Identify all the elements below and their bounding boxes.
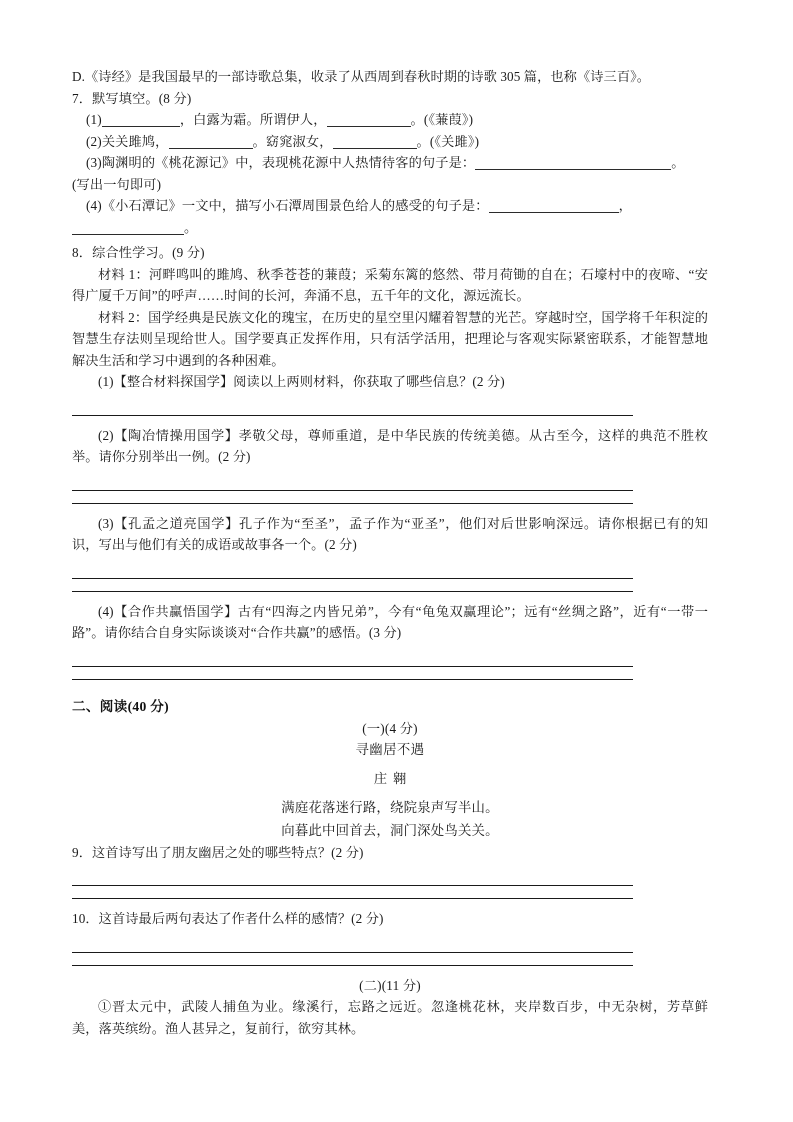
- q7-blank-4b[interactable]: [72, 234, 184, 235]
- q8-sub-1: (1)【整合材料探国学】阅读以上两则材料，你获取了哪些信息？(2 分): [98, 374, 505, 389]
- q7-item2-seg2: 。窈窕淑女，: [252, 133, 333, 149]
- question-9: 9．这首诗写出了朋友幽居之处的哪些特点？(2 分): [72, 844, 364, 860]
- q7-blank-1b[interactable]: [327, 126, 411, 127]
- question-7-item-3: [72, 152, 708, 174]
- question-7-item-3-note: (写出一句即可): [72, 176, 162, 192]
- section-2-heading: 二、阅读(40 分): [72, 698, 170, 714]
- q7-item4-tail: ，: [618, 198, 632, 213]
- q7-blank-2b[interactable]: [333, 148, 417, 149]
- q7-blank-4a[interactable]: [489, 212, 619, 213]
- poem-title: 寻幽居不遇: [355, 742, 425, 757]
- q7-blank-2a[interactable]: [169, 148, 253, 149]
- question-7-heading: 7．默写填空。(8 分): [72, 90, 192, 106]
- q7-blank-3[interactable]: [475, 169, 671, 170]
- part-two-label: (二)(11 分): [359, 977, 421, 993]
- part-one-label: (一)(4 分): [362, 720, 418, 736]
- q7-item4-text: (4)《小石潭记》一文中，描写小石潭周围景色给人的感受的句子是：: [86, 198, 489, 213]
- q7-item4-tail2: 。: [184, 219, 198, 235]
- question-7-item-4-cont: [72, 217, 708, 239]
- q7-item3-tail: 。: [671, 155, 685, 170]
- poem-line-2: 向暮此中回首去，洞门深处鸟关关。: [281, 822, 499, 838]
- q7-blank-1a[interactable]: [102, 126, 180, 127]
- q7-item3-text: (3)陶渊明的《桃花源记》中，表现桃花源中人热情待客的句子是：: [86, 155, 476, 170]
- q7-item1-num: (1): [86, 112, 102, 127]
- question-7-item-2: [72, 131, 708, 153]
- q8-material-1: 材料 1：河畔鸣叫的雎鸠、秋季苍苍的蒹葭；采菊东篱的悠然、带月荷锄的自在；石壕村中的夜啼、“安得广厦千万间”的呼声……时间的长河，奔涌不息，五千年的文化，源远流长。: [72, 266, 708, 303]
- question-7-item-1: [72, 109, 708, 131]
- q8-sub-2: (2)【陶冶情操用国学】孝敬父母，尊师重道，是中华民族的传统美德。从古至今，这样的典范不胜枚举。请你分别举出一例。(2 分): [72, 427, 708, 464]
- part-two-paragraph: ①晋太元中，武陵人捕鱼为业。缘溪行，忘路之远近。忽逢桃花林，夹岸数百步，中无杂树，芳草鲜美，落英缤纷。渔人甚异之，复前行，欲穷其林。: [72, 999, 708, 1036]
- page-content: [72, 66, 708, 1039]
- q7-item2-seg3: 。(《关雎》): [416, 133, 480, 149]
- poem-author: 庄翱: [373, 770, 413, 786]
- poem-line-1: 满庭花落迷行路，绕院泉声写半山。: [281, 799, 499, 815]
- q8-sub-4: (4)【合作共赢悟国学】古有“四海之内皆兄弟”，今有“龟兔双赢理论”；远有“丝绸之路”，近有“一带一路”。请你结合自身实际谈谈对“合作共赢”的感悟。(3 分): [72, 603, 708, 640]
- q8-material-2: 材料 2：国学经典是民族文化的瑰宝，在历史的星空里闪耀着智慧的光芒。穿越时空，国学将千年积淀的智慧生存法则呈现给世人。国学要真正发挥作用，只有活学活用，把理论与客观实际紧密联系，才能智慧地解决生活和学习中遇到的各种困难。: [72, 309, 708, 368]
- question-7-item-4: [72, 195, 708, 217]
- q7-item1-seg2: ，白露为霜。所谓伊人，: [179, 112, 327, 127]
- choice-option-d: D.《诗经》是我国最早的一部诗歌总集，收录了从西周到春秋时期的诗歌 305 篇，也称《诗三百》。: [72, 69, 651, 84]
- q7-item1-seg3: 。(《蒹葭》): [410, 112, 474, 127]
- q8-sub-3: (3)【孔孟之道亮国学】孔子作为“至圣”，孟子作为“亚圣”，他们对后世影响深远。请你根据已有的知识，写出与他们有关的成语或故事各一个。(2 分): [72, 515, 708, 552]
- q7-item2-num: (2)关关雎鸠，: [86, 133, 169, 149]
- question-10: 10．这首诗最后两句表达了作者什么样的感情？(2 分): [72, 911, 384, 926]
- question-8-heading: 8．综合性学习。(9 分): [72, 245, 205, 260]
